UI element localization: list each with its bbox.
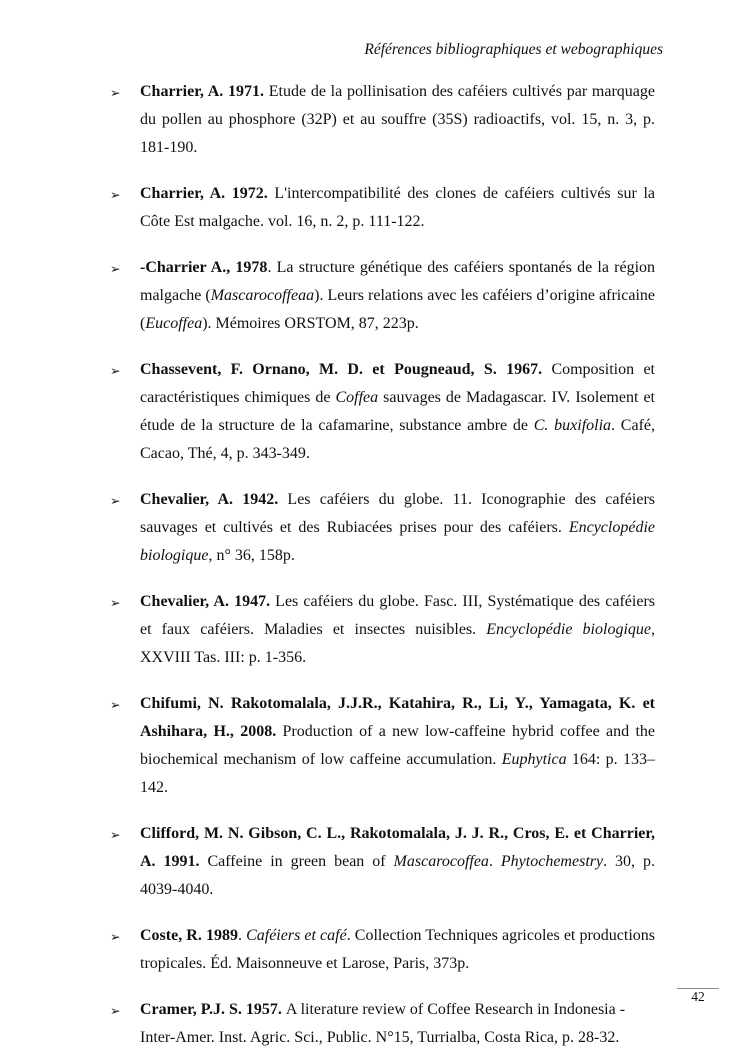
reference-text: Clifford, M. N. Gibson, C. L., Rakotomalala, J. J. R., Cros, E. et Charrier, A. 1991. Caffeine in green bean of Mascarocoffea. Phytochemestry. 30, p. 4039-4040. <box>140 825 656 898</box>
arrowhead-bullet-icon: ➢ <box>110 363 121 378</box>
reference-entry <box>110 996 655 1052</box>
reference-entry <box>110 588 655 672</box>
reference-text: Chevalier, A. 1942. Les caféiers du globe. 11. Iconographie des caféiers sauvages et cultivés et des Rubiacées prises pour des caféiers. Encyclopédie biologique, n° 36, 158p. <box>140 491 655 564</box>
reference-text: Charrier, A. 1972. L'intercompatibilité des clones de caféiers cultivés sur la Côte Est malgache. vol. 16, n. 2, p. 111-122. <box>140 185 655 230</box>
reference-text: Cramer, P.J. S. 1957. A literature review of Coffee Research in Indonesia - Inter-Amer. Inst. Agric. Sci., Public. N°15, Turrialba, Costa Rica, p. 28-32. <box>140 1001 626 1046</box>
page-header-title: Références bibliographiques et webographiques <box>364 41 663 58</box>
reference-text: Chevalier, A. 1947. Les caféiers du globe. Fasc. III, Systématique des caféiers et faux caféiers. Maladies et insectes nuisibles. Encyclopédie biologique, XXVIII Tas. III: p. 1-356. <box>140 593 655 666</box>
reference-text: Chifumi, N. Rakotomalala, J.J.R., Katahira, R., Li, Y., Yamagata, K. et Ashihara, H., 2008. Production of a new low-caffeine hybrid coffee and the biochemical mechanism of low caffeine accumulation. Euphytica 164: p. 133–142. <box>140 695 655 796</box>
reference-entry <box>110 922 655 978</box>
reference-entry <box>110 78 655 162</box>
page-number: 42 <box>691 989 705 1004</box>
arrowhead-bullet-icon: ➢ <box>110 261 121 276</box>
arrowhead-bullet-icon: ➢ <box>110 929 121 944</box>
arrowhead-bullet-icon: ➢ <box>110 187 121 202</box>
reference-text: Coste, R. 1989. Caféiers et café. Collection Techniques agricoles et productions tropicales. Éd. Maisonneuve et Larose, Paris, 373p. <box>140 927 656 972</box>
reference-text: Chassevent, F. Ornano, M. D. et Pougneaud, S. 1967. Composition et caractéristiques chimiques de Coffea sauvages de Madagascar. IV. Isolement et étude de la structure de la cafamarine, substance ambre de C. buxifolia. Café, Cacao, Thé, 4, p. 343-349. <box>140 361 655 462</box>
reference-entry <box>110 180 655 236</box>
arrowhead-bullet-icon: ➢ <box>110 1003 121 1018</box>
reference-entry <box>110 356 655 468</box>
references-list <box>110 78 655 1053</box>
reference-entry <box>110 820 655 904</box>
arrowhead-bullet-icon: ➢ <box>110 493 121 508</box>
reference-text: Charrier, A. 1971. Etude de la pollinisation des caféiers cultivés par marquage du pollen au phosphore (32P) et au souffre (35S) radioactifs, vol. 15, n. 3, p. 181-190. <box>140 83 655 156</box>
reference-text: -Charrier A., 1978. La structure génétique des caféiers spontanés de la région malgache (Mascarocoffeaa). Leurs relations avec les caféiers d’origine africaine (Eucoffea). Mémoires ORSTOM, 87, 223p. <box>140 259 656 332</box>
reference-entry <box>110 690 655 802</box>
reference-entry <box>110 254 655 338</box>
reference-entry <box>110 486 655 570</box>
arrowhead-bullet-icon: ➢ <box>110 827 121 842</box>
arrowhead-bullet-icon: ➢ <box>110 85 121 100</box>
arrowhead-bullet-icon: ➢ <box>110 595 121 610</box>
arrowhead-bullet-icon: ➢ <box>110 697 121 712</box>
